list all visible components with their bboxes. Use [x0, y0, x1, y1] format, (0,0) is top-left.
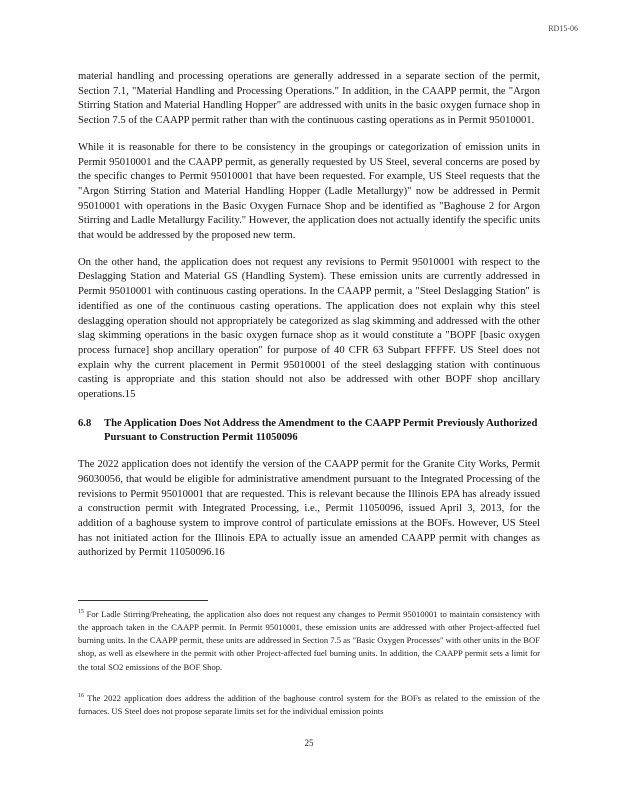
footnote-15 [78, 606, 540, 674]
body-paragraph-1: material handling and processing operations are generally addressed in a separate section of the permit, Section 7.1, "Material Handling and Processing Operations." In addition, in the CAAPP permit, the "Argon Stirring Station and Material Handling Hopper" are addressed with units in the basic oxygen furnace shop in Section 7.5 of the CAAPP permit rather than with the continuous casting operations as in Permit 95010001. [78, 71, 540, 127]
footnote-separator [78, 600, 208, 601]
body-paragraph-2: While it is reasonable for there to be consistency in the groupings or categorization of emission units in Permit 95010001 and the CAAPP permit, as generally requested by US Steel, several concerns are posed by the specific changes to Permit 95010001 that have been requested. For example, US Steel requests that the "Argon Stirring Station and Material Handling Hopper (Ladle Metallurgy)" now be addressed in Permit 95010001 with operations in the Basic Oxygen Furnace Shop and be identified as "Baghouse 2 for Argon Stirring and Ladle Metallurgy Facility." However, the application does not actually identify the specific units that would be addressed by the proposed new term. [78, 141, 540, 242]
footnotes [78, 606, 540, 718]
footnote-text: The 2022 application does address the addition of the baghouse control system for the BOFs as related to the emission of the furnaces. US Steel does not propose separate limits set for the individual emission points [78, 692, 540, 716]
footnote-mark: 16 [78, 692, 84, 699]
section-number: 6.8 [78, 417, 92, 429]
page-number: 25 [304, 738, 314, 748]
body-paragraph-3: On the other hand, the application does not request any revisions to Permit 95010001 with respect to the Deslagging Station and Material GS (Handling System). These emission units are currently addressed in Permit 95010001 with continuous casting operations. In the CAAPP permit, a "Steel Deslagging Station" is identified as one of the continuous casting operations. The application does not explain why this steel deslagging operation should not appropriately be categorized as slag skimming and addressed with the other slag skimming operations in the basic oxygen furnace shop as it would constitute a "BOPF [basic oxygen process furnace] shop ancillary operation" for purpose of 40 CFR 63 Subpart FFFFF. US Steel does not explain why the current placement in Permit 95010001 of the steel deslagging station with continuous casting is appropriate and this station should not also be addressed with other BOPF shop ancillary operations.15 [78, 256, 540, 401]
section-heading [78, 417, 540, 446]
section-title: The Application Does Not Address the Amendment to the CAAPP Permit Previously Authorized Pursuant to Construction Permit 11050096 [104, 417, 538, 444]
section-paragraph: The 2022 application does not identify the version of the CAAPP permit for the Granite City Works, Permit 96030056, that would be eligible for administrative amendment pursuant to the Integrated Processing of the revisions to Permit 95010001 that are requested. This is relevant because the Illinois EPA has already issued a construction permit with Integrated Processing, i.e., Permit 11050096, issued April 3, 2013, for the addition of a baghouse system to improve control of particulate emissions at the BOFs. However, US Steel has not initiated action for the Illinois EPA to actually issue an amended CAAPP permit with changes as authorized by Permit 11050096.16 [78, 459, 540, 559]
document-id: RD15-06 [548, 24, 578, 33]
footnote-text: For Ladle Stirring/Preheating, the application also does not request any changes to Permit 95010001 to maintain consistency with the approach taken in the CAAPP permit. In Permit 95010001, these emission units are addressed with other Project-affected fuel burning units. In the CAAPP permit, these units are addressed in Section 7.5 as "Basic Oxygen Processes" with other units in the BOF shop, as well as elsewhere in the permit with other Project-affected fuel burning units. In addition, the CAAPP permit sets a limit for the total SO2 emissions of the BOF Shop. [78, 608, 540, 672]
footnote-mark: 15 [78, 609, 84, 615]
document-body [78, 70, 540, 561]
footnote-16 [78, 690, 540, 718]
